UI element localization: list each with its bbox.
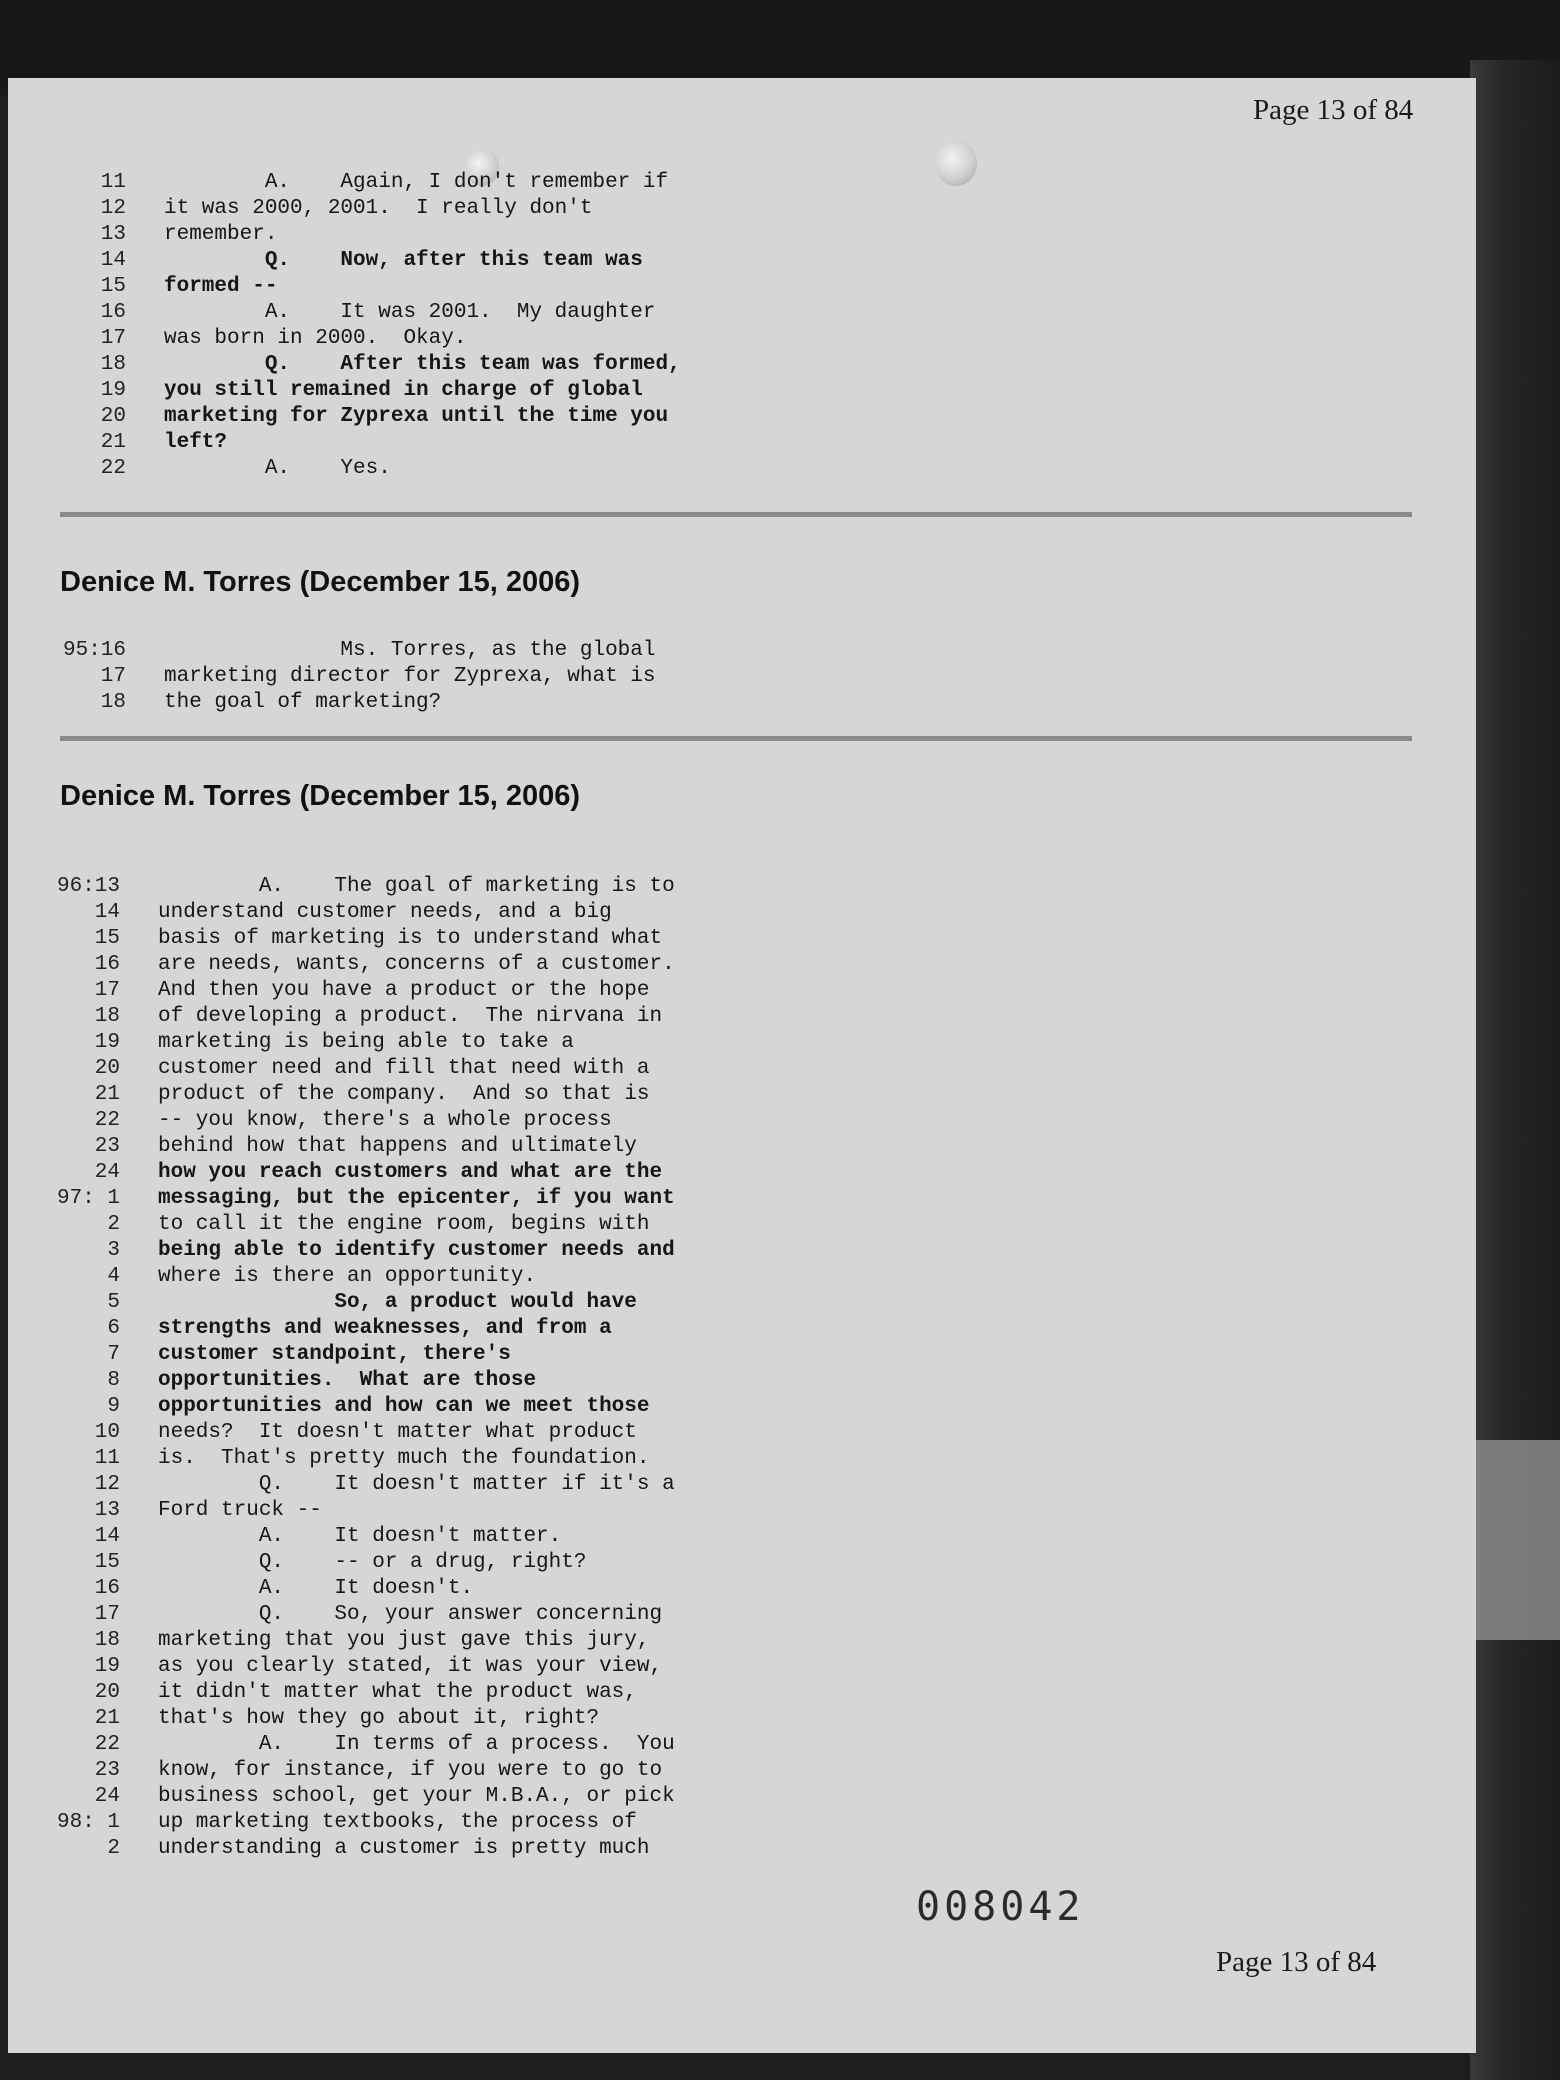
transcript-line bbox=[2, 1368, 675, 1394]
line-text: A. In terms of a process. You bbox=[158, 1733, 675, 1756]
line-number: 12 bbox=[94, 1473, 120, 1496]
line-text: as you clearly stated, it was your view, bbox=[158, 1655, 663, 1678]
transcript-line bbox=[2, 1316, 675, 1342]
line-number: 24 bbox=[94, 1161, 120, 1184]
line-number: 22 bbox=[94, 1733, 120, 1756]
line-number: 2 bbox=[107, 1837, 120, 1860]
line-number: 16 bbox=[94, 953, 120, 976]
line-text: A. It doesn't matter. bbox=[158, 1525, 562, 1548]
line-number: 14 bbox=[100, 249, 126, 272]
line-text: behind how that happens and ultimately bbox=[158, 1135, 637, 1158]
line-text: understand customer needs, and a big bbox=[158, 901, 612, 924]
line-text: -- you know, there's a whole process bbox=[158, 1109, 612, 1132]
line-number: 20 bbox=[94, 1057, 120, 1080]
transcript-line bbox=[2, 926, 675, 952]
document-page bbox=[8, 78, 1476, 2053]
transcript-line bbox=[2, 1576, 675, 1602]
line-number: 15 bbox=[94, 927, 120, 950]
line-number: 20 bbox=[100, 405, 126, 428]
line-text: being able to identify customer needs and bbox=[158, 1239, 675, 1262]
line-number: 20 bbox=[94, 1681, 120, 1704]
line-text: the goal of marketing? bbox=[164, 691, 442, 714]
transcript-line bbox=[2, 1420, 675, 1446]
transcript-line bbox=[2, 1654, 675, 1680]
transcript-line bbox=[2, 1056, 675, 1082]
line-number: 21 bbox=[100, 431, 126, 454]
line-text: opportunities and how can we meet those bbox=[158, 1395, 650, 1418]
transcript-line bbox=[2, 1732, 675, 1758]
transcript-line bbox=[8, 456, 681, 482]
transcript-block-1 bbox=[8, 170, 681, 482]
transcript-line bbox=[2, 1186, 675, 1212]
line-text: A. Again, I don't remember if bbox=[164, 171, 669, 194]
line-number: 18 bbox=[100, 691, 126, 714]
line-number: 11 bbox=[100, 171, 126, 194]
line-text: to call it the engine room, begins with bbox=[158, 1213, 650, 1236]
line-number: 17 bbox=[100, 665, 126, 688]
line-text: understanding a customer is pretty much bbox=[158, 1837, 650, 1860]
line-number: 22 bbox=[100, 457, 126, 480]
line-text: that's how they go about it, right? bbox=[158, 1707, 600, 1730]
transcript-line bbox=[8, 274, 681, 300]
transcript-line bbox=[2, 1030, 675, 1056]
transcript-line bbox=[2, 1108, 675, 1134]
line-number: 22 bbox=[94, 1109, 120, 1132]
line-number: 3 bbox=[107, 1239, 120, 1262]
transcript-line bbox=[8, 352, 681, 378]
transcript-line bbox=[2, 1550, 675, 1576]
line-text: customer standpoint, there's bbox=[158, 1343, 511, 1366]
line-number: 11 bbox=[94, 1447, 120, 1470]
line-text: A. The goal of marketing is to bbox=[158, 875, 675, 898]
line-number: 12 bbox=[100, 197, 126, 220]
line-text: So, a product would have bbox=[158, 1291, 637, 1314]
transcript-line bbox=[2, 1394, 675, 1420]
line-text: marketing that you just gave this jury, bbox=[158, 1629, 650, 1652]
line-text: it didn't matter what the product was, bbox=[158, 1681, 637, 1704]
transcript-line bbox=[2, 1290, 675, 1316]
line-number: 9 bbox=[107, 1395, 120, 1418]
line-text: remember. bbox=[164, 223, 278, 246]
transcript-line bbox=[2, 1160, 675, 1186]
line-text: customer need and fill that need with a bbox=[158, 1057, 650, 1080]
transcript-line bbox=[2, 1264, 675, 1290]
line-text: Q. -- or a drug, right? bbox=[158, 1551, 587, 1574]
transcript-line bbox=[8, 248, 681, 274]
line-text: you still remained in charge of global bbox=[164, 379, 643, 402]
transcript-line bbox=[2, 1706, 675, 1732]
line-text: And then you have a product or the hope bbox=[158, 979, 650, 1002]
line-number: 16 bbox=[100, 301, 126, 324]
transcript-line bbox=[8, 170, 681, 196]
line-number: 4 bbox=[107, 1265, 120, 1288]
line-number: 24 bbox=[94, 1785, 120, 1808]
line-number: 18 bbox=[100, 353, 126, 376]
line-number: 18 bbox=[94, 1005, 120, 1028]
line-number: 5 bbox=[107, 1291, 120, 1314]
line-text: up marketing textbooks, the process of bbox=[158, 1811, 637, 1834]
line-number: 19 bbox=[94, 1655, 120, 1678]
transcript-line bbox=[2, 900, 675, 926]
line-number: 97: 1 bbox=[56, 1187, 120, 1210]
transcript-line bbox=[2, 1212, 675, 1238]
line-text: Q. So, your answer concerning bbox=[158, 1603, 663, 1626]
transcript-line bbox=[8, 404, 681, 430]
line-text: of developing a product. The nirvana in bbox=[158, 1005, 663, 1028]
line-text: are needs, wants, concerns of a customer. bbox=[158, 953, 675, 976]
line-text: Ford truck -- bbox=[158, 1499, 322, 1522]
transcript-line bbox=[2, 1836, 675, 1862]
line-text: opportunities. What are those bbox=[158, 1369, 537, 1392]
section-divider-1 bbox=[60, 512, 1412, 517]
transcript-block-2 bbox=[8, 638, 655, 716]
transcript-line bbox=[8, 690, 655, 716]
transcript-line bbox=[8, 430, 681, 456]
line-number: 17 bbox=[94, 1603, 120, 1626]
transcript-line bbox=[2, 1784, 675, 1810]
line-text: Q. It doesn't matter if it's a bbox=[158, 1473, 675, 1496]
line-number: 17 bbox=[94, 979, 120, 1002]
line-text: where is there an opportunity. bbox=[158, 1265, 537, 1288]
transcript-line bbox=[8, 326, 681, 352]
page-number-bottom: Page 13 of 84 bbox=[1216, 1946, 1377, 1978]
line-text: marketing director for Zyprexa, what is bbox=[164, 665, 656, 688]
line-number: 21 bbox=[94, 1707, 120, 1730]
line-number: 14 bbox=[94, 901, 120, 924]
line-text: basis of marketing is to understand what bbox=[158, 927, 663, 950]
line-text: messaging, but the epicenter, if you want bbox=[158, 1187, 675, 1210]
transcript-line bbox=[2, 1498, 675, 1524]
line-number: 13 bbox=[100, 223, 126, 246]
line-text: it was 2000, 2001. I really don't bbox=[164, 197, 593, 220]
line-text: was born in 2000. Okay. bbox=[164, 327, 467, 350]
transcript-line bbox=[2, 1810, 675, 1836]
line-number: 15 bbox=[94, 1551, 120, 1574]
transcript-line bbox=[8, 222, 681, 248]
transcript-line bbox=[2, 1134, 675, 1160]
background-right bbox=[1470, 60, 1560, 2080]
line-number: 19 bbox=[94, 1031, 120, 1054]
line-text: marketing is being able to take a bbox=[158, 1031, 574, 1054]
line-number: 98: 1 bbox=[56, 1811, 120, 1834]
section-heading-1: Denice M. Torres (December 15, 2006) bbox=[60, 566, 581, 598]
line-number: 17 bbox=[100, 327, 126, 350]
line-text: Ms. Torres, as the global bbox=[164, 639, 656, 662]
transcript-line bbox=[2, 1628, 675, 1654]
transcript-block-3 bbox=[2, 874, 675, 1862]
transcript-line bbox=[2, 952, 675, 978]
line-number: 21 bbox=[94, 1083, 120, 1106]
transcript-line bbox=[8, 300, 681, 326]
transcript-line bbox=[8, 664, 655, 690]
page-number-top: Page 13 of 84 bbox=[1253, 94, 1414, 126]
line-text: left? bbox=[164, 431, 228, 454]
transcript-line bbox=[8, 638, 655, 664]
line-text: A. It doesn't. bbox=[158, 1577, 474, 1600]
line-text: product of the company. And so that is bbox=[158, 1083, 650, 1106]
line-number: 23 bbox=[94, 1135, 120, 1158]
line-text: A. Yes. bbox=[164, 457, 391, 480]
line-number: 13 bbox=[94, 1499, 120, 1522]
transcript-line bbox=[8, 196, 681, 222]
line-number: 96:13 bbox=[56, 875, 120, 898]
line-number: 2 bbox=[107, 1213, 120, 1236]
line-text: marketing for Zyprexa until the time you bbox=[164, 405, 669, 428]
line-text: Q. Now, after this team was bbox=[164, 249, 643, 272]
line-number: 10 bbox=[94, 1421, 120, 1444]
transcript-line bbox=[8, 378, 681, 404]
line-number: 18 bbox=[94, 1629, 120, 1652]
line-number: 19 bbox=[100, 379, 126, 402]
transcript-line bbox=[2, 1342, 675, 1368]
transcript-line bbox=[2, 1680, 675, 1706]
bates-number: 008042 bbox=[916, 1884, 1085, 1930]
line-number: 7 bbox=[107, 1343, 120, 1366]
punch-hole-right bbox=[935, 140, 977, 186]
transcript-line bbox=[2, 1446, 675, 1472]
transcript-line bbox=[2, 1602, 675, 1628]
transcript-line bbox=[2, 1082, 675, 1108]
transcript-line bbox=[2, 1238, 675, 1264]
line-text: formed -- bbox=[164, 275, 278, 298]
transcript-line bbox=[2, 1472, 675, 1498]
section-heading-2: Denice M. Torres (December 15, 2006) bbox=[60, 780, 581, 812]
line-text: strengths and weaknesses, and from a bbox=[158, 1317, 612, 1340]
line-number: 8 bbox=[107, 1369, 120, 1392]
transcript-line bbox=[2, 1524, 675, 1550]
line-text: business school, get your M.B.A., or pick bbox=[158, 1785, 675, 1808]
transcript-line bbox=[2, 1004, 675, 1030]
line-text: A. It was 2001. My daughter bbox=[164, 301, 656, 324]
transcript-line bbox=[2, 1758, 675, 1784]
line-text: how you reach customers and what are the bbox=[158, 1161, 663, 1184]
line-number: 16 bbox=[94, 1577, 120, 1600]
section-divider-2 bbox=[60, 736, 1412, 741]
line-text: Q. After this team was formed, bbox=[164, 353, 681, 376]
line-number: 95:16 bbox=[62, 639, 126, 662]
line-text: know, for instance, if you were to go to bbox=[158, 1759, 663, 1782]
line-number: 14 bbox=[94, 1525, 120, 1548]
transcript-line bbox=[2, 978, 675, 1004]
line-number: 23 bbox=[94, 1759, 120, 1782]
transcript-line bbox=[2, 874, 675, 900]
line-text: is. That's pretty much the foundation. bbox=[158, 1447, 650, 1470]
line-text: needs? It doesn't matter what product bbox=[158, 1421, 637, 1444]
line-number: 15 bbox=[100, 275, 126, 298]
line-number: 6 bbox=[107, 1317, 120, 1340]
